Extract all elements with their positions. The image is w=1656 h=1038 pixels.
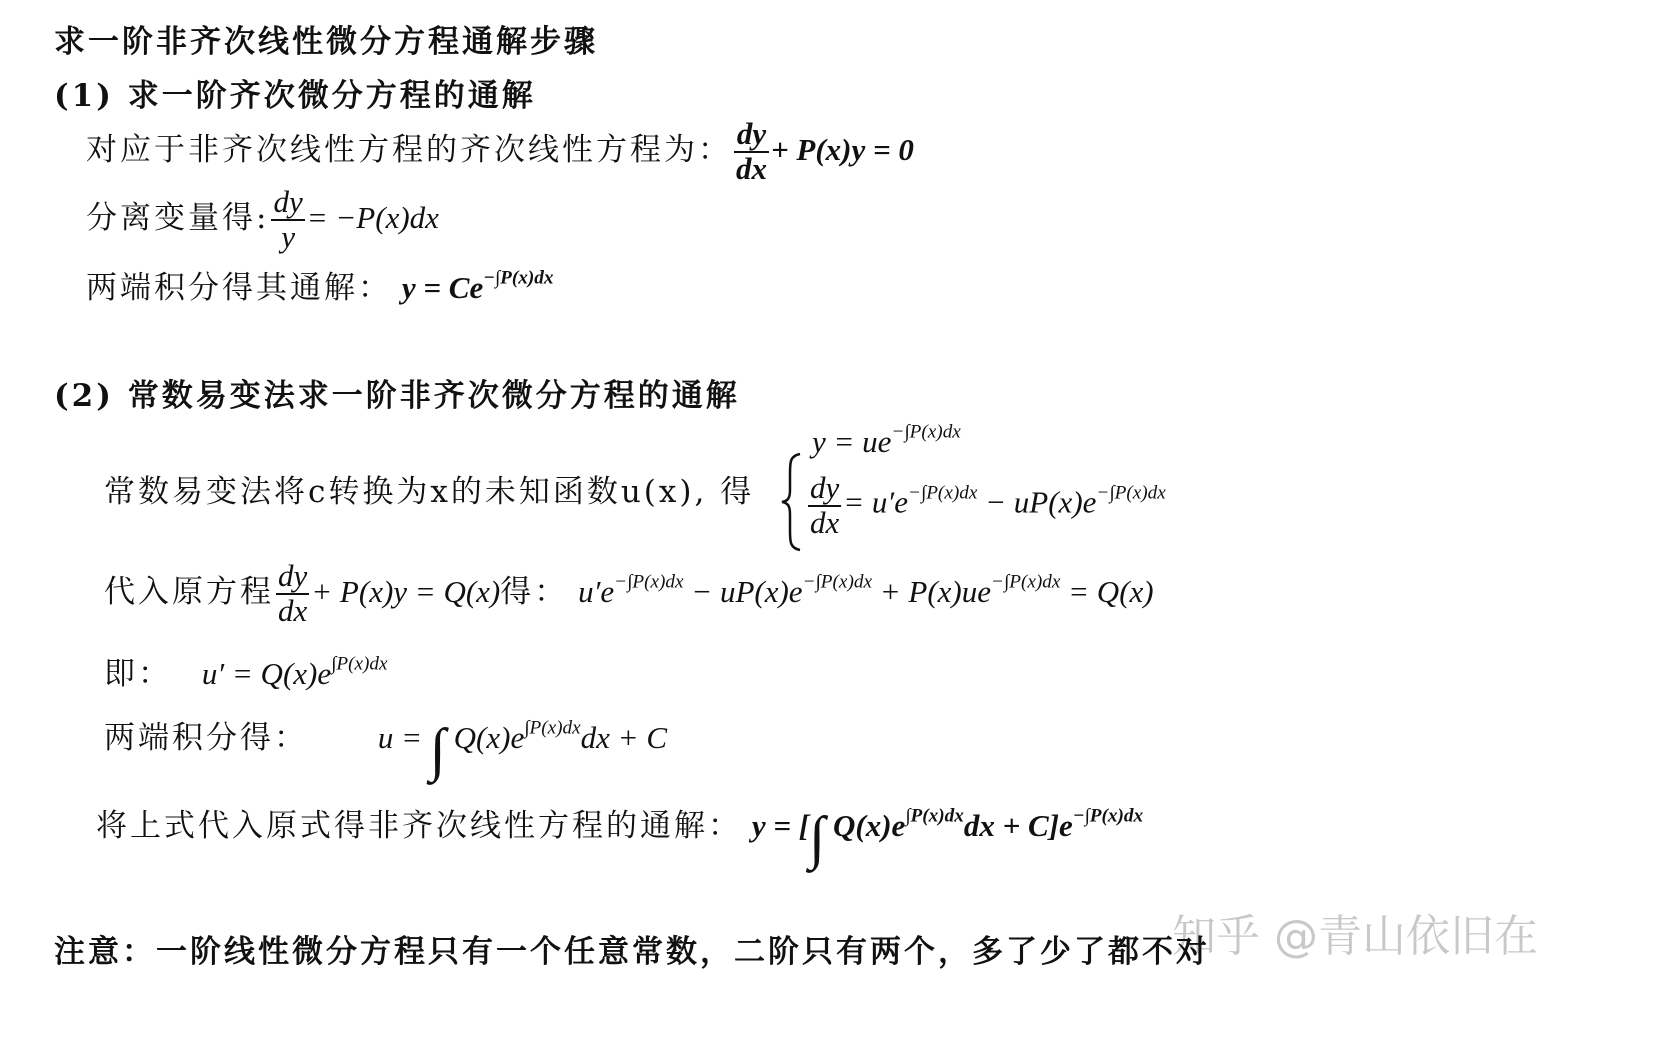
section2-line3-text: 即：	[104, 656, 172, 692]
note-text: 注意：一阶线性微分方程只有一个任意常数，二阶只有两个，多了少了都不对	[54, 934, 1210, 970]
section2-line2-de: 得：	[500, 574, 569, 611]
section2-line4	[104, 712, 667, 780]
section1-heading: (1) 求一阶齐次微分方程的通解	[54, 78, 536, 114]
section2-line5-text: 将上式代入原式得非齐次线性方程的通解：	[96, 808, 742, 844]
section1-line2	[86, 186, 439, 253]
section1-line1-equation: + P(x)y = 0	[771, 132, 914, 168]
section2-line2-text: 代入原方程	[104, 574, 274, 611]
section1-line3	[86, 262, 553, 307]
section1-line3-text: 两端积分得其通解：	[86, 270, 392, 306]
section2-line3	[104, 648, 388, 693]
section2-line5-equation: y = [∫ $Q(x)e^{\int P(x)dx}dx + C]e^{-\int P(x)dx}$	[751, 804, 1144, 870]
section2-line4-equation: u = ∫ $Q(x)e^{\int P(x)dx}dx + C$	[377, 716, 668, 782]
section2-line2-mid: + P(x)y = Q(x)	[311, 574, 501, 610]
section1-line1	[86, 118, 914, 185]
section2-line2-equation: $u'e^{-\int P(x)dx} - uP(x)e^{-\int P(x)dx} + P(x)ue^{-\int P(x)dx} = Q(x)$	[578, 571, 1154, 610]
section1-line3-equation: $y = Ce^{-\int P(x)dx}$	[401, 267, 554, 305]
section1-line2-equation: = −P(x)dx	[306, 200, 439, 236]
section1-line1-fraction: $\frac{dy}{dx}$	[736, 116, 767, 186]
section2-line3-equation: $u' = Q(x)e^{\int P(x)dx}$	[201, 653, 388, 691]
section2-line2	[104, 560, 1154, 627]
section2-line5	[96, 800, 1143, 868]
system-eq2: $\frac{dy}{dx}$ = $u'e^{-\int P(x)dx} - uP(x)e^{-\int P(x)dx}$	[810, 470, 1166, 540]
page-title: 求一阶非齐次线性微分方程通解步骤	[54, 24, 598, 60]
system-eq1: $y = ue^{-\int P(x)dx}$	[812, 421, 961, 459]
section1-line2-fraction: $\frac{dy}{y}$	[273, 184, 303, 254]
section2-line1-text: 常数易变法将c转换为x的未知函数u(x), 得	[104, 474, 755, 510]
section2-heading: (2) 常数易变法求一阶非齐次微分方程的通解	[54, 378, 740, 414]
left-brace-icon	[780, 452, 804, 552]
section2-line2-fraction: $\frac{dy}{dx}$	[278, 558, 308, 628]
section1-line2-text: 分离变量得:	[86, 200, 270, 237]
section2-line4-text: 两端积分得：	[104, 720, 308, 756]
system-eq2-fraction: $\frac{dy}{dx}$	[810, 470, 840, 540]
section1-line1-text: 对应于非齐次线性方程的齐次线性方程为：	[86, 132, 732, 169]
watermark: 知乎 @青山依旧在	[1172, 911, 1538, 962]
